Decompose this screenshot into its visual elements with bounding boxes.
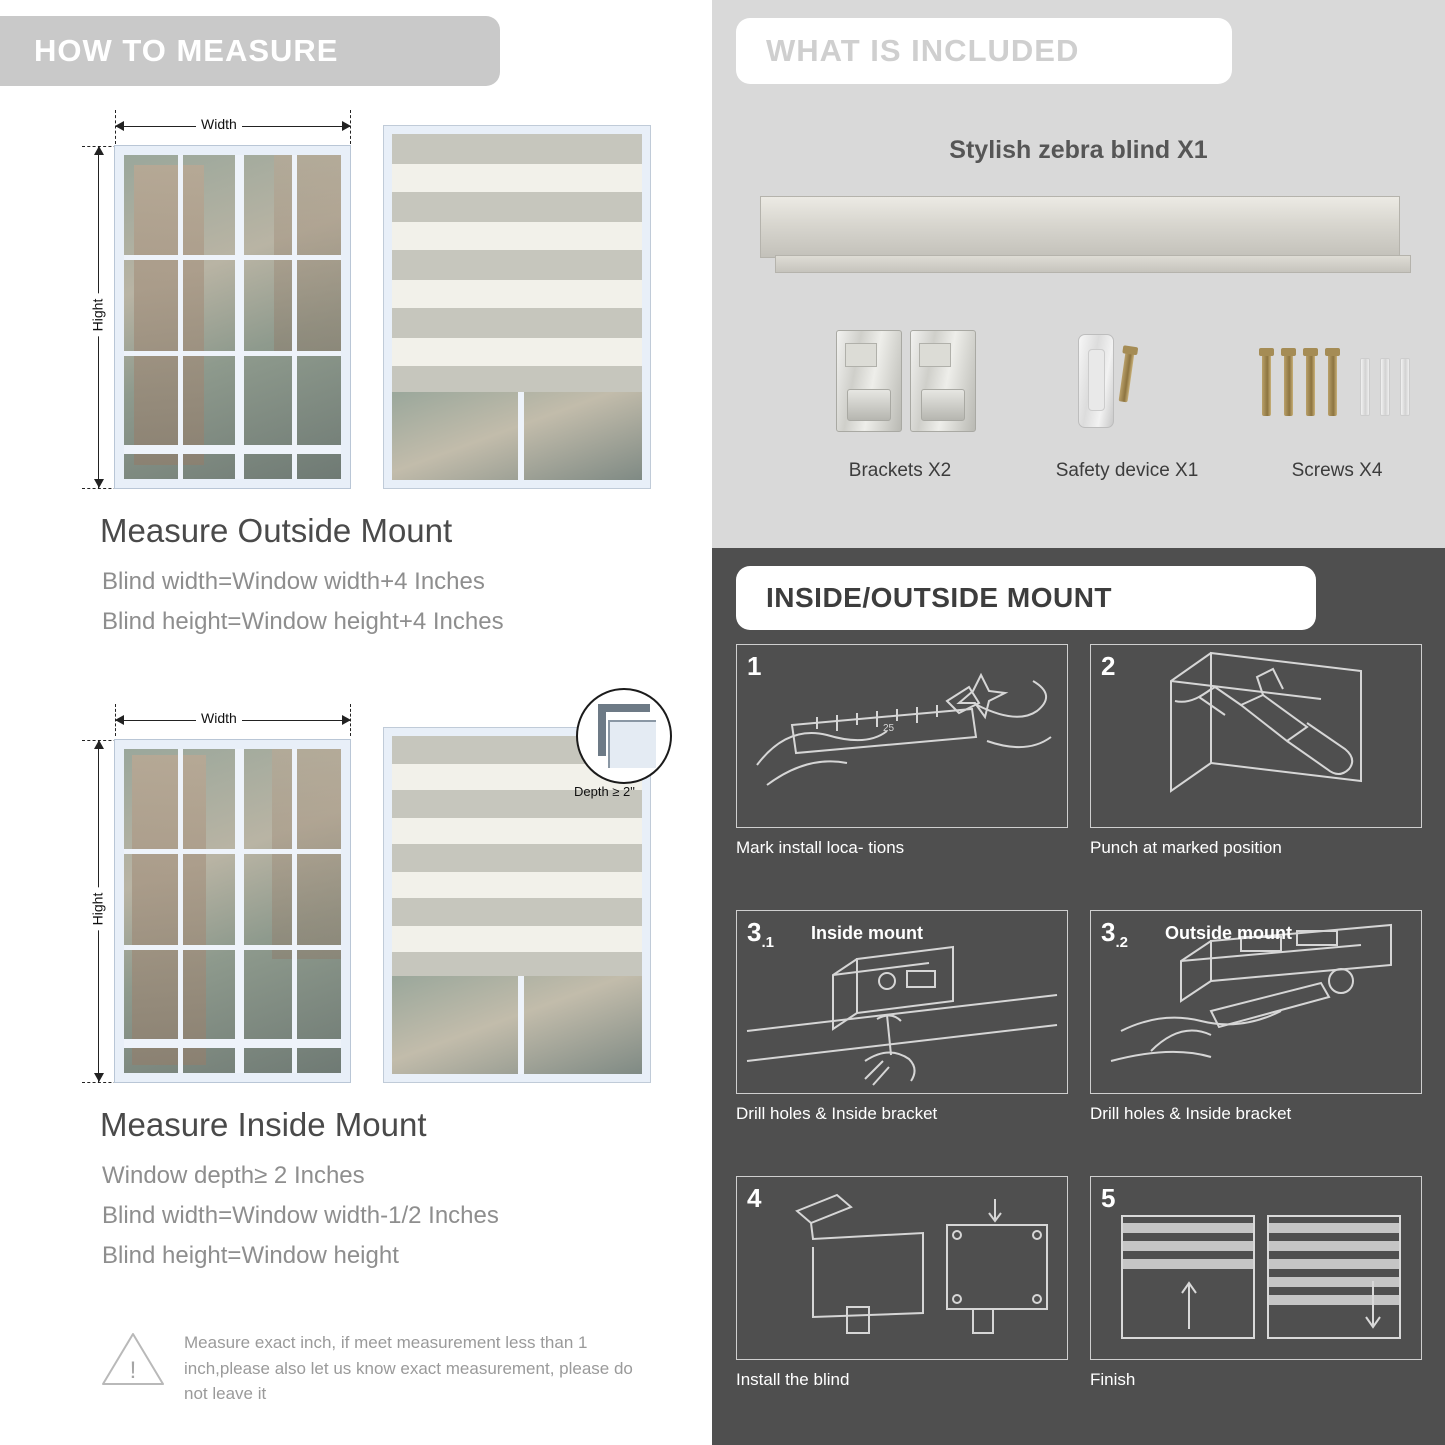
svg-text:!: !	[129, 1357, 137, 1384]
step-3-2-number: $3_{.2}$	[1101, 917, 1128, 952]
outside-mount-diagram	[16, 104, 696, 504]
step-2	[1090, 644, 1422, 858]
window-illustration	[115, 740, 350, 1082]
wall-anchor-icon	[1400, 358, 1410, 416]
screw-icon	[1122, 352, 1131, 402]
bracket-icon	[910, 330, 976, 432]
blind-open-illustration	[1121, 1215, 1255, 1339]
screw-icon	[1262, 354, 1271, 416]
depth-callout-icon	[576, 688, 672, 784]
screw-icon	[1284, 354, 1293, 416]
step-5-number: 5	[1101, 1183, 1116, 1213]
warning-triangle-icon	[100, 1330, 166, 1388]
blind-outside-mount-illustration	[384, 126, 650, 488]
window-illustration	[115, 146, 350, 488]
wall-anchor-icon	[1380, 358, 1390, 416]
wall-anchor-icon	[1360, 358, 1370, 416]
width-label: Width	[196, 710, 242, 726]
what-is-included-banner: WHAT IS INCLUDED	[736, 18, 1232, 84]
step-4-number: 4	[747, 1183, 762, 1213]
step-3-2-sublabel: Outside mount	[1165, 923, 1292, 943]
inside-mount-diagram	[16, 700, 696, 1100]
step-5-illustration	[1090, 1176, 1422, 1360]
inside-outside-mount-banner: INSIDE/OUTSIDE MOUNT	[736, 566, 1316, 630]
step-3-2	[1090, 910, 1422, 1124]
step-1-illustration	[736, 644, 1068, 828]
screw-icon	[1328, 354, 1337, 416]
width-label: Width	[196, 116, 242, 132]
step-4-caption: Install the blind	[736, 1370, 850, 1389]
arrow-left-icon	[115, 715, 124, 725]
window-grid	[124, 749, 341, 1073]
inside-mount-line-1: Window depth≥ 2 Inches	[102, 1162, 365, 1189]
step-4	[736, 1176, 1068, 1390]
dim-guide	[82, 1082, 122, 1083]
warning-text: Measure exact inch, if meet measurement less than 1 inch,please also let us know exact measurement, please do not leave it	[184, 1333, 633, 1403]
screw-icon	[1306, 354, 1315, 416]
part-label-screws: Screws X4	[1291, 460, 1383, 481]
inside-mount-title: Measure Inside Mount	[100, 1106, 427, 1143]
outside-mount-block	[0, 104, 712, 635]
step-2-number: 2	[1101, 651, 1116, 681]
arrow-up-icon	[94, 146, 104, 155]
step-3-1-number: $3_{.1}$	[747, 917, 774, 952]
outside-mount-line-2: Blind height=Window height+4 Inches	[102, 608, 504, 635]
part-label-brackets: Brackets X2	[848, 460, 952, 481]
arrow-down-icon	[94, 1073, 104, 1082]
safety-device-icon	[1078, 334, 1114, 428]
measurement-warning	[100, 1330, 660, 1407]
inside-mount-line-3: Blind height=Window height	[102, 1242, 399, 1269]
step-1-caption: Mark install loca- tions	[736, 838, 905, 857]
dim-guide	[82, 488, 122, 489]
arrow-right-icon	[342, 715, 351, 725]
step-2-illustration	[1090, 644, 1422, 828]
what-is-included-panel	[712, 0, 1445, 548]
how-to-measure-banner: HOW TO MEASURE	[0, 16, 500, 86]
inside-mount-line-2: Blind width=Window width-1/2 Inches	[102, 1202, 499, 1229]
window-grid	[124, 155, 341, 479]
inside-mount-block	[0, 700, 712, 1269]
parts-row	[712, 330, 1445, 510]
outside-mount-line-1: Blind width=Window width+4 Inches	[102, 568, 485, 595]
step-5	[1090, 1176, 1422, 1390]
step-3-1-sublabel: Inside mount	[811, 923, 923, 943]
outside-mount-title: Measure Outside Mount	[100, 512, 453, 549]
main-item-label: Stylish zebra blind X1	[949, 136, 1208, 164]
bracket-icon	[836, 330, 902, 432]
step-3-2-caption: Drill holes & Inside bracket	[1090, 1104, 1292, 1123]
step-3-1-illustration	[736, 910, 1068, 1094]
step-2-caption: Punch at marked position	[1090, 838, 1282, 857]
svg-text:25: 25	[883, 723, 895, 734]
zebra-blind-illustration	[760, 196, 1400, 258]
height-label: Hight	[89, 888, 105, 931]
step-1-number: 1	[747, 651, 762, 681]
arrow-left-icon	[115, 121, 124, 131]
blind-closed-illustration	[1267, 1215, 1401, 1339]
step-1	[736, 644, 1068, 858]
depth-label: Depth ≥ 2"	[574, 784, 635, 799]
arrow-down-icon	[94, 479, 104, 488]
arrow-right-icon	[342, 121, 351, 131]
step-3-1	[736, 910, 1068, 1124]
step-4-illustration	[736, 1176, 1068, 1360]
part-label-safety-device: Safety device X1	[1055, 460, 1199, 481]
step-3-2-illustration	[1090, 910, 1422, 1094]
height-label: Hight	[89, 294, 105, 337]
inside-outside-mount-panel	[712, 548, 1445, 1445]
how-to-measure-panel	[0, 0, 712, 1445]
step-5-caption: Finish	[1090, 1370, 1136, 1389]
arrow-up-icon	[94, 740, 104, 749]
step-3-1-caption: Drill holes & Inside bracket	[736, 1104, 938, 1123]
right-panel	[712, 0, 1445, 1445]
